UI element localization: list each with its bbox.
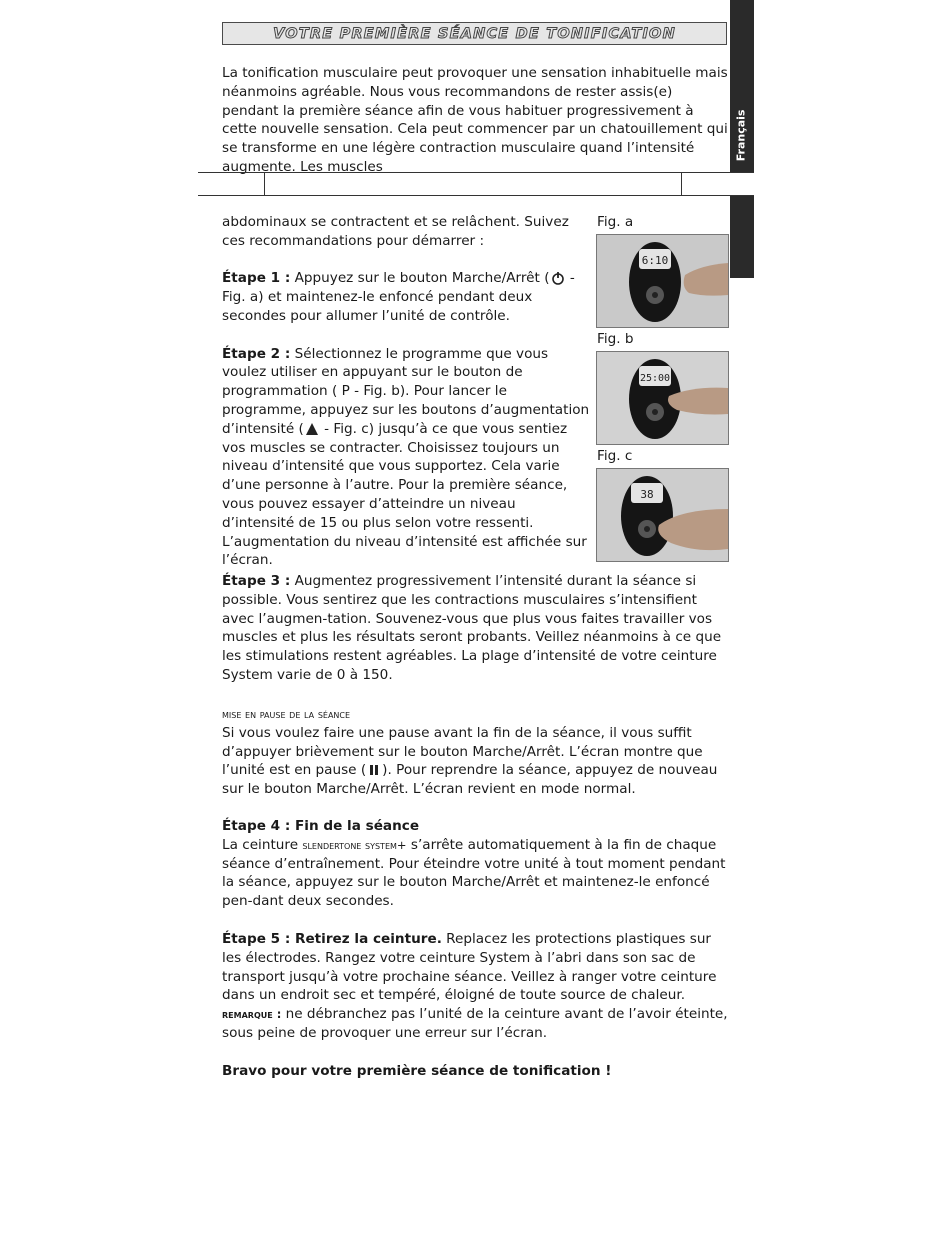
- step-2-label: Étape 2 :: [222, 345, 291, 362]
- step-1-label: Étape 1 :: [222, 270, 291, 287]
- pause-heading: mise en pause de la séance: [222, 707, 351, 721]
- note-text: ne débranchez pas l’unité de la ceinture avant de l’avoir éteinte, sous peine de provoquer une erreur sur l’écran.: [222, 1006, 728, 1041]
- language-tab: [730, 0, 754, 172]
- step-5-paragraph: [222, 930, 730, 1005]
- note-label: remarque :: [222, 1007, 282, 1022]
- fig-a-image: [596, 234, 729, 328]
- step-5-text: Replacez les protections plastiques sur les électrodes. Rangez votre ceinture System à l’abri dans son sac de transport jusqu’à votre prochaine séance. Veillez à ranger votre ceinture dans un endroit sec et tempéré, éloigné de toute source de chaleur.: [222, 931, 717, 1004]
- step-4-label: Étape 4 : Fin de la séance: [222, 818, 420, 834]
- step-5: [222, 930, 730, 1043]
- step-2: [222, 345, 592, 571]
- page-divider: [198, 172, 754, 196]
- fig-b-label: Fig. b: [597, 331, 634, 347]
- pause-text-b: ). Pour reprendre la séance, appuyez de nouveau sur le bouton Marche/Arrêt. L’écran revient en mode normal.: [222, 762, 718, 798]
- step-2-text-b: - Fig. c) jusqu’à ce que vous sentiez vos muscles se contracter. Choisissez toujours un niveau d’intensité que vous supportez. Cela varie d’une personne à l’autre. Pour la première séance, vous pouvez essayer d’atteindre un niveau d’intensité de 15 ou plus selon votre ressenti. L’augmentation du niveau d’intensité est affichée sur l’écran.: [222, 420, 587, 569]
- section-title: VOTRE PREMIÈRE SÉANCE DE TONIFICATION: [222, 22, 727, 45]
- intensity-up-icon: [304, 422, 320, 436]
- power-icon: [550, 271, 566, 285]
- brand-name: slendertone system+: [302, 837, 407, 852]
- step-3-text: Augmentez progressivement l’intensité durant la séance si possible. Vous sentirez que les contractions musculaires s’intensifient avec l’augmen-tation. Souvenez-vous que plus vous faites travailler vos muscles et plus les résultats seront probants. Veillez néanmoins à ce que les stimulations restent agréables. La plage d’intensité de votre ceinture System varie de 0 à 150.: [222, 573, 722, 683]
- step-5-label: Étape 5 : Retirez la ceinture.: [222, 931, 442, 947]
- step-2-text-a: Sélectionnez le programme que vous voulez utiliser en appuyant sur le bouton de programmation ( P - Fig. b). Pour lancer le programme, appuyez sur les boutons d’augmentation d’intensité (: [222, 345, 590, 437]
- pause-section: [222, 705, 730, 799]
- step-3-label: Étape 3 :: [222, 573, 291, 589]
- fig-c-label: Fig. c: [597, 448, 633, 464]
- step-4-paragraph: [222, 836, 730, 911]
- note-paragraph: [222, 1005, 730, 1043]
- fig-c-display: 38: [640, 488, 654, 501]
- step-3: [222, 572, 730, 685]
- step-1: [222, 269, 592, 325]
- language-tab-label: Français: [734, 109, 748, 162]
- side-tab-marker: [730, 196, 754, 278]
- step-4-text-a: La ceinture: [222, 836, 303, 853]
- fig-b-display: 25:00: [639, 373, 671, 384]
- fig-b-image: [596, 351, 729, 445]
- fig-a-display: 6:10: [641, 254, 669, 267]
- intro-paragraph: La tonification musculaire peut provoquer une sensation inhabituelle mais néanmoins agréable. Nous vous recommandons de rester assis(e) pendant la première séance afin de vous habituer progressivement à cette nouvelle sensation. Cela peut commencer par un chatouillement qui se transforme en une légère contraction musculaire quand l’intensité augmente. Les muscles: [222, 65, 728, 175]
- fig-c-image: [596, 468, 729, 562]
- pause-icon: [366, 763, 382, 777]
- fig-a-label: Fig. a: [597, 214, 634, 230]
- step-4-text-b: s’arrête automatiquement à la fin de chaque séance d’entraînement. Pour éteindre votre unité à tout moment pendant la séance, appuyez sur le bouton Marche/Arrêt et maintenez-le enfoncé pen-dant deux secondes.: [222, 836, 726, 910]
- steps-column: [222, 213, 592, 570]
- pause-text-a: Si vous voulez faire une pause avant la fin de la séance, il vous suffit d’appuyer brièvement sur le bouton Marche/Arrêt. L’écran montre que l’unité est en pause (: [222, 724, 703, 779]
- divider-tick-right: [681, 173, 682, 195]
- step-1-text-b: - Fig. a) et maintenez-le enfoncé pendant deux secondes pour allumer l’unité de contrôle.: [222, 270, 575, 324]
- step-4: [222, 817, 730, 911]
- step-1-text-a: Appuyez sur le bouton Marche/Arrêt (: [290, 270, 550, 287]
- closing-line: Bravo pour votre première séance de tonification !: [222, 1063, 612, 1079]
- divider-tick-left: [264, 173, 265, 195]
- continuation-paragraph: abdominaux se contractent et se relâchent. Suivez ces recommandations pour démarrer :: [222, 214, 569, 249]
- pause-paragraph: [222, 724, 730, 799]
